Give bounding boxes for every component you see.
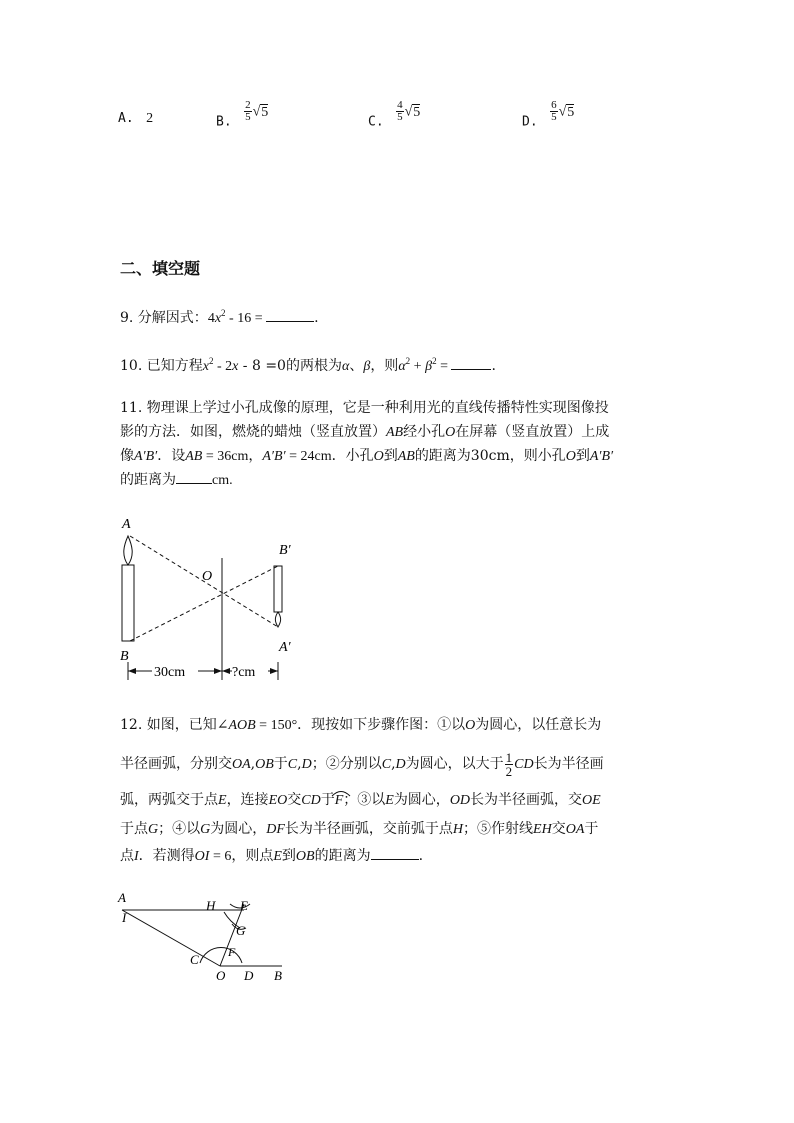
question-12-line-3: 弧，两弧交于点E，连接EO交CD于F；③以E为圆心，OD长为半径画弧，交OE <box>120 792 601 808</box>
question-11-line-2: 影的方法．如图，燃烧的蜡烛（竖直放置）AB经小孔O在屏幕（竖直放置）上成 <box>120 424 610 440</box>
option-a-value: 2 <box>146 111 154 126</box>
section-title: 二、填空题 <box>120 259 201 278</box>
label-B2: B <box>274 968 282 983</box>
label-F: F <box>228 945 236 959</box>
label-I: I <box>122 910 127 925</box>
dim-arrow-right-a <box>222 668 230 674</box>
option-d <box>522 100 574 130</box>
arc-over-CD <box>330 787 352 797</box>
dim-label-left: 30cm <box>154 665 186 680</box>
candle-flame <box>124 536 132 565</box>
image-candle-flame <box>275 612 280 627</box>
candle-body <box>122 565 134 641</box>
label-G: G <box>236 923 246 938</box>
question-12-line-2: 半径画弧，分别交OA,OB于C,D；②分别以C,D为圆心，以大于 $\frac{1}{2}$ CD长为半径画 <box>120 749 604 779</box>
label-B-prime: B′ <box>279 543 291 558</box>
label-O: O <box>202 569 213 584</box>
option-c-sqrt: √5 <box>404 104 421 120</box>
dim-arrow-right-b <box>270 668 278 674</box>
arc-CD <box>200 948 242 963</box>
label-A2: A <box>118 890 126 905</box>
image-candle-body <box>274 566 282 612</box>
label-A: A <box>122 517 131 532</box>
ray-OA <box>122 910 220 966</box>
question-9: 9. 分解因式：$4x^2 - 16$ = . <box>120 308 319 326</box>
option-b-label: B. <box>216 114 232 130</box>
option-d-label: D. <box>522 114 538 130</box>
answer-blank-9[interactable] <box>266 309 314 322</box>
dim-label-right: ?cm <box>232 665 256 680</box>
figure-angle-construction <box>112 890 302 990</box>
answer-blank-11[interactable] <box>176 471 212 484</box>
answer-blank-12[interactable] <box>371 847 419 860</box>
question-12-line-4: 于点G；④以G为圆心，DF长为半径画弧，交前弧于点H；⑤作射线EH交OA于 <box>120 821 599 837</box>
label-E: E <box>240 898 248 913</box>
label-C: C <box>190 952 199 967</box>
option-b <box>216 100 268 130</box>
question-11-line-3: 像A′B′．设AB = 36cm，A′B′ = 24cm．小孔O到AB的距离为30cm，则小孔O到A′B′ <box>120 448 614 464</box>
question-11-line-4: 的距离为 cm. <box>120 472 233 488</box>
option-a <box>118 110 153 127</box>
label-H: H <box>206 898 216 913</box>
question-11-line-1: 11. 物理课上学过小孔成像的原理，它是一种利用光的直线传播特性实现图像投 <box>120 400 609 416</box>
dim-arrow-left-a <box>128 668 136 674</box>
question-12-line-5: 点I．若测得OI = 6，则点E到OB的距离为 . <box>120 848 424 864</box>
option-b-fraction: $\frac{2}{5}$ <box>245 99 251 123</box>
option-c <box>368 100 420 130</box>
option-c-label: C. <box>368 114 384 130</box>
label-D: D <box>244 968 254 983</box>
option-d-fraction: $\frac{6}{5}$ <box>551 99 557 123</box>
question-10: 10. 已知方程$x^2 - 2x - 8 =0$的两根为α、β，则$\alpha^2 + \beta^2$ = . <box>120 356 496 374</box>
half-fraction: $\frac{1}{2}$ <box>505 749 513 779</box>
question-12-line-1: 12. 如图，已知∠AOB = 150°．现按如下步骤作图：①以O为圆心，以任意长为 <box>120 717 602 733</box>
answer-blank-10[interactable] <box>451 357 491 370</box>
figure-pinhole <box>112 510 312 690</box>
option-c-fraction: $\frac{4}{5}$ <box>397 99 403 123</box>
label-A-prime: A′ <box>279 640 291 655</box>
option-b-sqrt: √5 <box>252 104 269 120</box>
option-a-label: A. <box>118 111 134 126</box>
label-B: B <box>120 649 129 664</box>
option-d-sqrt: √5 <box>558 104 575 120</box>
dim-arrow-left-b <box>214 668 222 674</box>
arc-CD: CD <box>301 793 321 808</box>
label-O2: O <box>216 968 226 983</box>
